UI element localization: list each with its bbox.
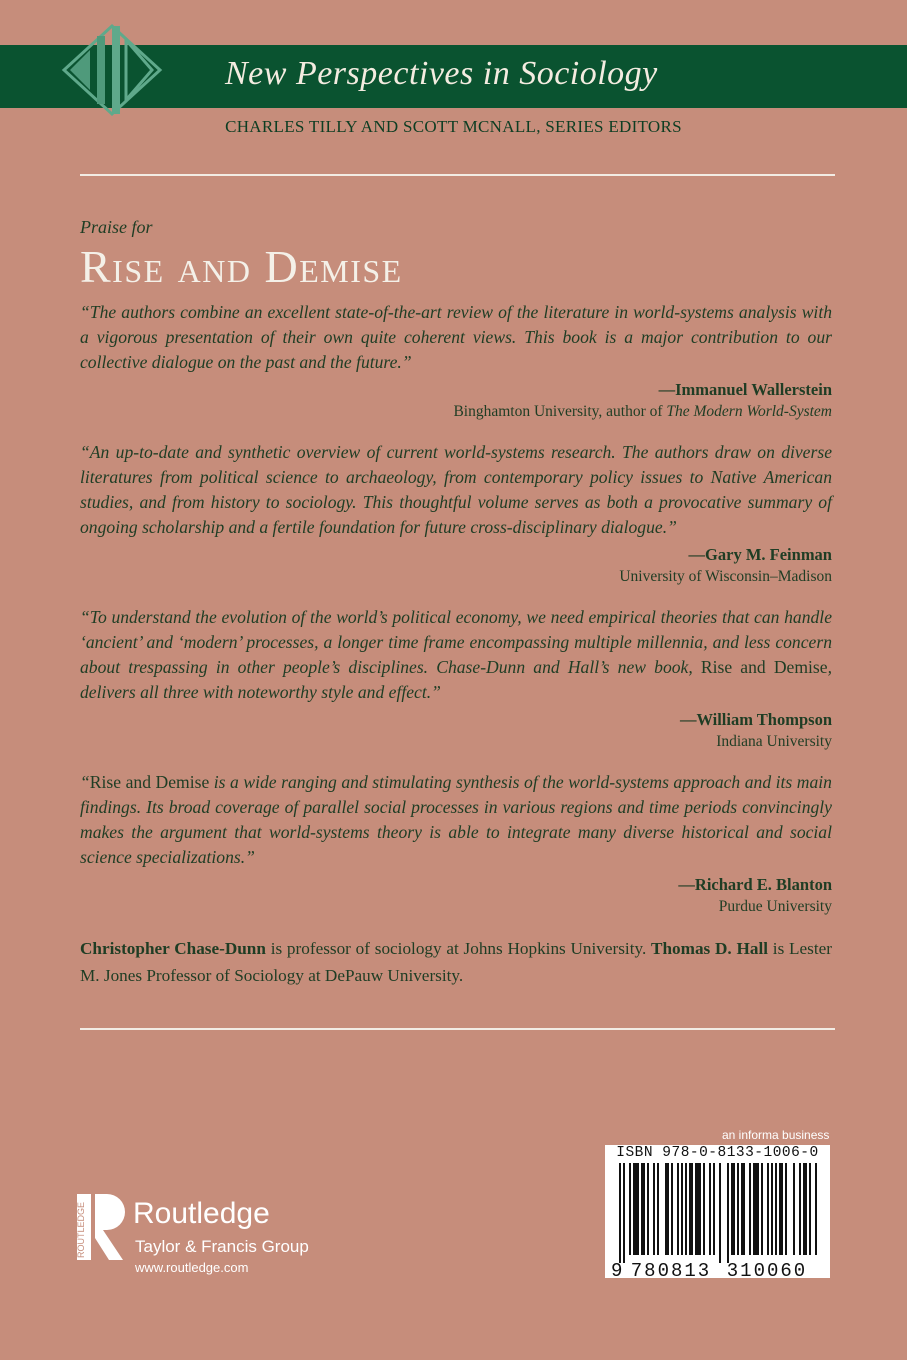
blurbs xyxy=(80,300,832,989)
blurb-1 xyxy=(80,300,832,422)
quote-affiliation: Indiana University xyxy=(716,733,832,750)
blurb-2 xyxy=(80,440,832,587)
publisher-name: Routledge xyxy=(133,1197,270,1230)
quote-author: —Gary M. Feinman xyxy=(688,545,832,564)
barcode-bar xyxy=(785,1163,787,1255)
quote-affiliation: Binghamton University, author of The Modern World-System xyxy=(453,403,832,420)
barcode-bar xyxy=(753,1163,759,1255)
quote-text: “Rise and Demise is a wide ranging and stimulating synthesis of the world-systems approach and its main findings. Its broad coverage of parallel social processes in various regions and time periods convincingly makes the argument that world-systems theory is able to integrate many diverse historical and social science specializations.” xyxy=(80,772,832,867)
barcode-bar xyxy=(799,1163,801,1255)
top-divider xyxy=(80,174,835,176)
quote-author: —Richard E. Blanton xyxy=(678,875,832,894)
barcode-bar xyxy=(793,1163,795,1255)
barcode-bar xyxy=(775,1163,777,1255)
isbn-label: ISBN 978-0-8133-1006-0 xyxy=(616,1145,819,1161)
barcode-digits: 780813 xyxy=(630,1260,712,1278)
barcode-bar xyxy=(677,1163,679,1255)
barcode-bar xyxy=(657,1163,659,1255)
quote-text: “The authors combine an excellent state-of-the-art review of the literature in world-systems analysis with a vigorous presentation of their own quite coherent views. This book is a major contribution to our collective dialogue on the past and the future.” xyxy=(80,302,832,372)
barcode-bar xyxy=(665,1163,669,1255)
series-editors: CHARLES TILLY AND SCOTT MCNALL, SERIES EDITORS xyxy=(225,117,682,136)
barcode-bar xyxy=(703,1163,705,1255)
blurb-3 xyxy=(80,605,832,752)
barcode-bar xyxy=(771,1163,773,1255)
barcode-bar xyxy=(671,1163,673,1255)
barcode-bar xyxy=(737,1163,739,1255)
author-name: Thomas D. Hall xyxy=(651,939,769,958)
series-logo-icon xyxy=(60,22,165,118)
barcode-bar xyxy=(681,1163,683,1255)
praise-intro: Praise for xyxy=(80,217,153,237)
barcode xyxy=(605,1145,830,1278)
barcode-bar xyxy=(647,1163,649,1255)
svg-text:ROUTLEDGE: ROUTLEDGE xyxy=(76,1201,86,1258)
quote-affiliation: University of Wisconsin–Madison xyxy=(619,568,832,585)
barcode-bar xyxy=(619,1163,621,1263)
bottom-divider xyxy=(80,1028,835,1030)
blurb-4 xyxy=(80,770,832,917)
barcode-bar xyxy=(641,1163,645,1255)
barcode-bar xyxy=(727,1163,729,1263)
author-bios: Christopher Chase-Dunn is professor of sociology at Johns Hopkins University. Thomas D. Hall is Lester M. Jones Professor of Sociology at DePauw University. xyxy=(80,939,832,985)
barcode-bar xyxy=(779,1163,783,1255)
book-title-inline: Rise and Demise xyxy=(700,657,828,677)
quote-text: “An up-to-date and synthetic overview of current world-systems research. The authors draw on diverse literatures from political science to archaeology, from contemporary policy issues to Native American studies, and from history to sociology. This thoughtful volume serves as both a provocative summary of ongoing scholarship and a fertile foundation for future cross-disciplinary dialogue.” xyxy=(80,442,832,537)
barcode-bar xyxy=(633,1163,639,1255)
barcode-bar xyxy=(815,1163,817,1255)
author-name: Christopher Chase-Dunn xyxy=(80,939,266,958)
barcode-bar xyxy=(731,1163,735,1255)
barcode-bar xyxy=(803,1163,807,1255)
barcode-bar xyxy=(689,1163,693,1255)
barcode-bar xyxy=(685,1163,687,1255)
barcode-bar xyxy=(653,1163,655,1255)
barcode-bar xyxy=(623,1163,625,1263)
routledge-logo-icon xyxy=(75,1192,129,1262)
barcode-bar xyxy=(741,1163,745,1255)
informa-label: an informa business xyxy=(722,1128,830,1142)
publisher-group: Taylor & Francis Group xyxy=(135,1237,309,1256)
barcode-digits: 9 xyxy=(611,1260,625,1278)
barcode-bar xyxy=(761,1163,763,1255)
quote-author: —William Thompson xyxy=(679,710,832,729)
barcode-bar xyxy=(809,1163,811,1255)
barcode-digits: 310060 xyxy=(726,1260,808,1278)
series-title: New Perspectives in Sociology xyxy=(225,55,658,92)
publisher-url: www.routledge.com xyxy=(135,1260,249,1275)
barcode-bar xyxy=(629,1163,631,1255)
barcode-bars xyxy=(605,1145,830,1278)
quote-author: —Immanuel Wallerstein xyxy=(658,380,832,399)
book-title-inline: Rise and Demise xyxy=(89,772,210,792)
barcode-bar xyxy=(719,1163,721,1263)
barcode-bar xyxy=(695,1163,701,1255)
quote-affiliation: Purdue University xyxy=(718,898,832,915)
barcode-bar xyxy=(713,1163,715,1255)
barcode-bar xyxy=(749,1163,751,1255)
barcode-bar xyxy=(709,1163,711,1255)
book-title: Rise and Demise xyxy=(80,241,403,292)
work-title: The Modern World-System xyxy=(666,403,832,420)
barcode-bar xyxy=(767,1163,769,1255)
quote-text: “To understand the evolution of the world’s political economy, we need empirical theories that can handle ‘ancient’ and ‘modern’ processes, a longer time frame encompassing multiple millennia, and less concern about trespassing in other people’s disciplines. Chase-Dunn and Hall’s new book, Rise and Demise, delivers all three with noteworthy style and effect.” xyxy=(80,607,832,702)
